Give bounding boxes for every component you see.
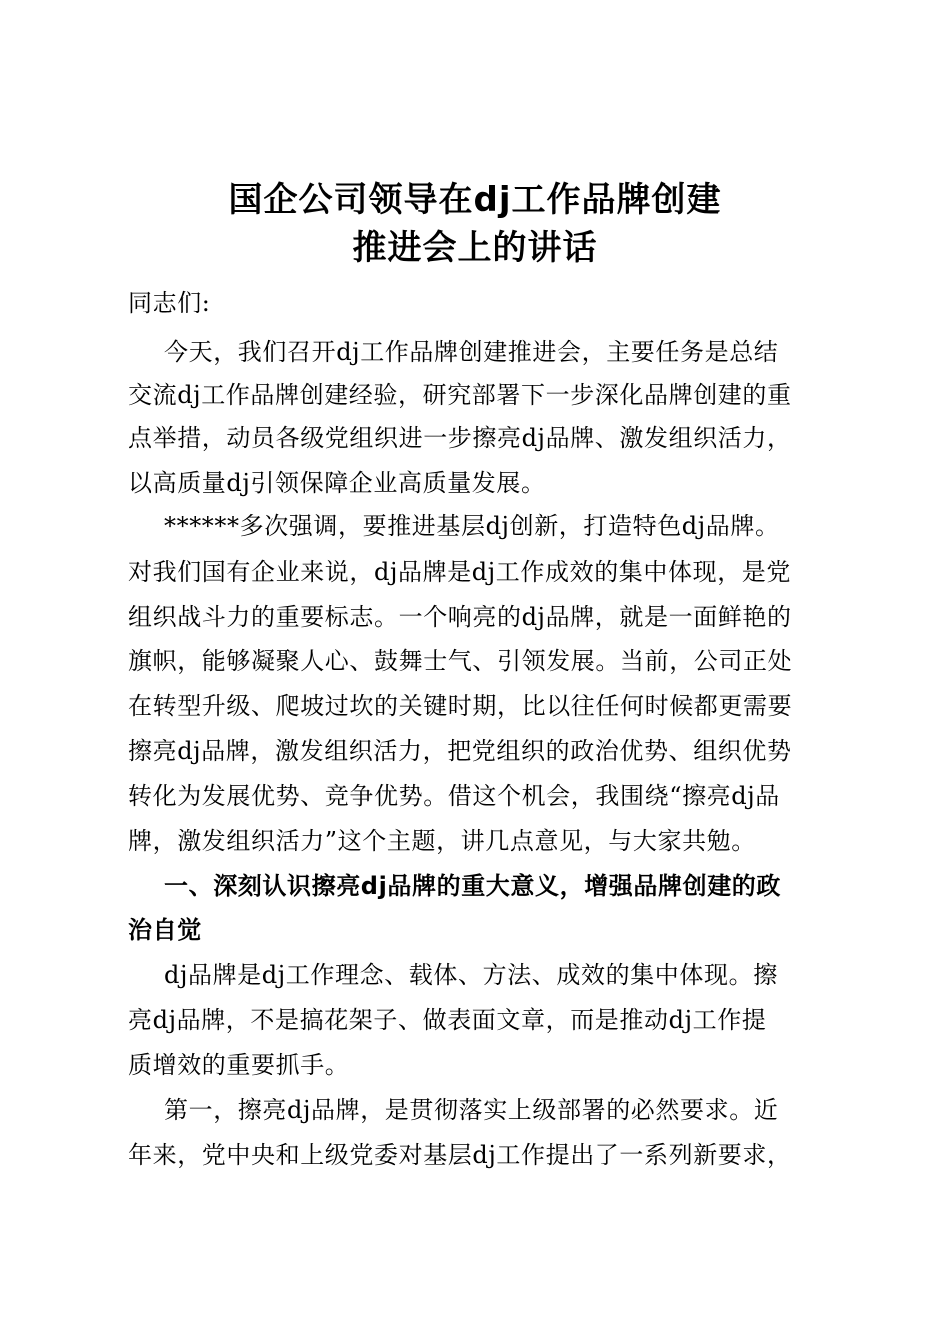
paragraph-line: 在转型升级、爬坡过坎的关键时期，比以往任何时候都更需要 (128, 692, 793, 720)
paragraph-line: 年来，党中央和上级党委对基层dj工作提出了一系列新要求， (128, 1141, 792, 1169)
section-heading-line: 治自觉 (128, 916, 202, 944)
paragraph-line: dj品牌是dj工作理念、载体、方法、成效的集中体现。擦 (164, 961, 778, 989)
paragraph-line: 旗帜，能够凝聚人心、鼓舞士气、引领发展。当前，公司正处 (128, 647, 793, 675)
section-heading-line: 一、深刻认识擦亮dj品牌的重大意义，增强品牌创建的政 (164, 872, 782, 900)
document-title-line-1: 国企公司领导在dj工作品牌创建 (228, 180, 722, 220)
paragraph-line: 组织战斗力的重要标志。一个响亮的dj品牌，就是一面鲜艳的 (128, 603, 792, 631)
paragraph-line: ******多次强调，要推进基层dj创新，打造特色dj品牌。 (164, 512, 780, 540)
paragraph-line: 牌，激发组织活力”这个主题，讲几点意见，与大家共勉。 (128, 827, 756, 855)
paragraph-line: 第一，擦亮dj品牌，是贯彻落实上级部署的必然要求。近 (164, 1096, 779, 1124)
paragraph-line: 亮dj品牌，不是搞花架子、做表面文章，而是推动dj工作提 (128, 1006, 767, 1034)
paragraph-line: 交流dj工作品牌创建经验，研究部署下一步深化品牌创建的重 (128, 381, 792, 409)
document-title-line-2: 推进会上的讲话 (352, 228, 598, 268)
paragraph-line: 点举措，动员各级党组织进一步擦亮dj品牌、激发组织活力， (128, 424, 792, 452)
paragraph-line: 对我们国有企业来说，dj品牌是dj工作成效的集中体现，是党 (128, 558, 792, 586)
paragraph-line: 擦亮dj品牌，激发组织活力，把党组织的政治优势、组织优势 (128, 737, 792, 765)
paragraph-line: 今天，我们召开dj工作品牌创建推进会，主要任务是总结 (164, 338, 779, 366)
paragraph-line: 同志们: (128, 289, 211, 317)
paragraph-line: 转化为发展优势、竞争优势。借这个机会，我围绕“擦亮dj品 (128, 782, 780, 810)
paragraph-line: 质增效的重要抓手。 (128, 1051, 350, 1079)
paragraph-line: 以高质量dj引领保障企业高质量发展。 (128, 469, 546, 497)
